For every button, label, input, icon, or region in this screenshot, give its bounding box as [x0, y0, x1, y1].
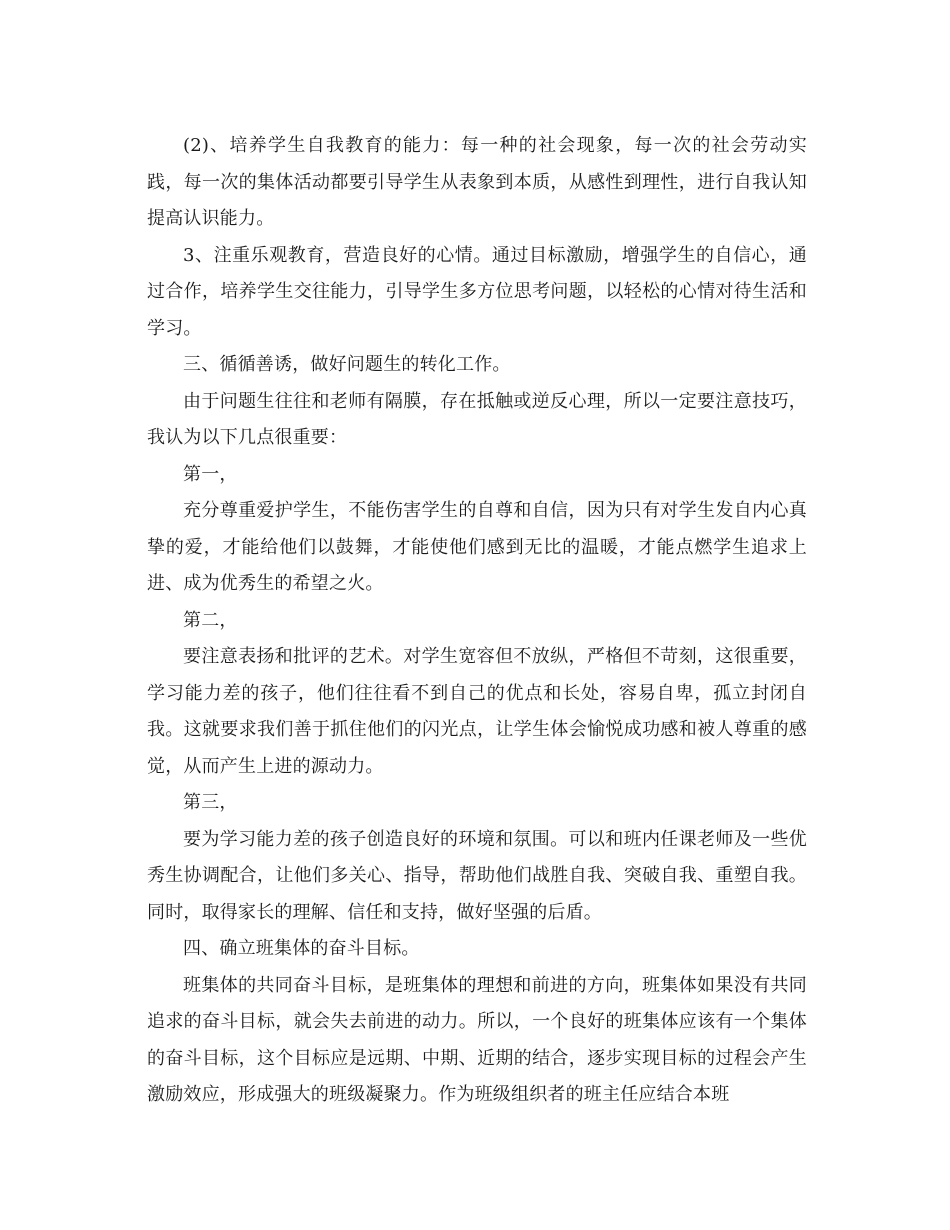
paragraph-self-education: (2)、培养学生自我教育的能力：每一种的社会现象，每一次的社会劳动实践，每一次的集体活动都要引导学生从表象到本质，从感性到理性，进行自我认知提高认识能力。	[147, 135, 807, 229]
paragraph-problem-students-intro: 由于问题生往往和老师有隔膜，存在抵触或逆反心理，所以一定要注意技巧，我认为以下几点很重要：	[147, 390, 807, 448]
paragraph-optimism-education: 3、注重乐观教育，营造良好的心情。通过目标激励，增强学生的自信心，通过合作，培养学生交往能力，引导学生多方位思考问题，以轻松的心情对待生活和学习。	[147, 244, 807, 339]
paragraph-first-point: 充分尊重爱护学生，不能伤害学生的自尊和自信，因为只有对学生发自内心真挚的爱，才能给他们以鼓舞，才能使他们感到无比的温暖，才能点燃学生追求上进、成为优秀生的希望之火。	[147, 500, 807, 594]
point-label-second: 第二，	[183, 609, 238, 631]
paragraph-second-point: 要注意表扬和批评的艺术。对学生宽容但不放纵，严格但不苛刻，这很重要，学习能力差的孩子，他们往往看不到自己的优点和长处，容易自卑，孤立封闭自我。这就要求我们善于抓住他们的闪光点，让学生体会愉悦成功感和被人尊重的感觉，从而产生上进的源动力。	[147, 646, 807, 777]
point-label-first: 第一，	[183, 463, 238, 485]
paragraph-third-point: 要为学习能力差的孩子创造良好的环境和氛围。可以和班内任课老师及一些优秀生协调配合，让他们多关心、指导，帮助他们战胜自我、突破自我、重塑自我。同时，取得家长的理解、信任和支持，做好坚强的后盾。	[147, 828, 807, 923]
paragraph-class-goals: 班集体的共同奋斗目标，是班集体的理想和前进的方向，班集体如果没有共同追求的奋斗目标，就会失去前进的动力。所以，一个良好的班集体应该有一个集体的奋斗目标，这个目标应是远期、中期、近期的结合，逐步实现目标的过程会产生激励效应，形成强大的班级凝聚力。作为班级组织者的班主任应结合本班	[147, 974, 807, 1105]
point-label-third: 第三，	[183, 792, 238, 813]
section-heading-class-goals: 四、确立班集体的奋斗目标。	[183, 938, 420, 959]
document-body	[147, 128, 807, 1114]
section-heading-problem-students: 三、循循善诱，做好问题生的转化工作。	[183, 354, 511, 375]
